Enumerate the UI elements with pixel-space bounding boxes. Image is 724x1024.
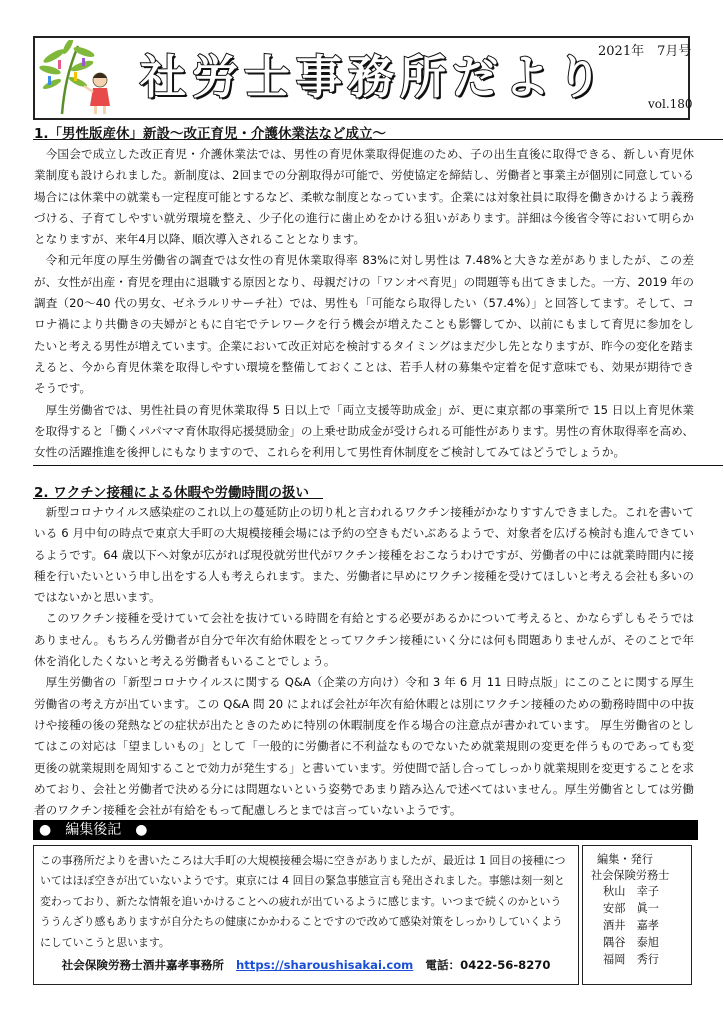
section2-underline (33, 498, 323, 499)
staff-member: 秋山 幸子 (603, 885, 659, 898)
issue-volume: vol.180 (648, 97, 693, 111)
section1-paragraph: 今国会で成立した改正育児・介護休業法では、男性の育児休業取得促進のため、子の出生直後に取得できる、新しい育児休業制度も設けられました。新制度は、2回までの分割取得が可能で、労使協定を締結し、労働者と事業主が個別に同意している場合には休業中の就業も一定程度可能とするなど、柔軟な制度となっています。企業には対象社員に取得を働きかけるよう義務づける、子育てしやすい就労環境を整え、少子化の進行に歯止めをかける狙いがあります。詳細は今後省令等において明らかとなりますが、来年4月以降、順次導入されることとなります。 (34, 147, 694, 247)
tanabata-illustration (38, 40, 124, 116)
editorial-heading: ● 編集後記 ● (39, 822, 148, 838)
office-footer (40, 957, 572, 973)
office-name: 社会保険労務士酒井嘉孝事務所 (61, 958, 224, 972)
editorial-heading-bar (33, 820, 698, 840)
section2-paragraph: 厚生労働省の「新型コロナウイルスに関する Q&A（企業の方向け）令和 3 年 6 月 11 日時点版」にこのことに関する厚生労働省の考え方が出ています。この Q&A 問 20 によれば会社が年次有給休暇とは別にワクチン接種のための勤務時間中の中抜けや接種の後の発熱などの症状が出たときのために特別の休暇制度を作る場合の注意点が書かれています。 厚生労働省のとしてはこの対応は「望ましいもの」として「一般的に労働者に不利益なものでないため就業規則の変更を伴うものであっても変更後の就業規則を周知することで効力が発生する」と書いています。労使間で話し合ってしっかり就業規則を変更することを求めており、会社と労働者で決める分には問題ないという姿勢であまり踏み込んで述べてはいません。厚生労働省としては労働者のワクチン接種を会社が有給をもって配慮しろとまでは言っていないようです。 (34, 675, 694, 818)
staff-member: 安部 眞一 (603, 902, 659, 915)
section1-body (34, 144, 694, 463)
section2-heading: 2. ワクチン接種による休暇や労働時間の扱い (34, 485, 310, 501)
staff-org: 社会保険労務士 (591, 869, 670, 882)
section2-paragraph: このワクチン接種を受けていて会社を抜けている時間を有給とする必要があるかについて考えると、かならずしもそうではありません。もちろん労働者が自分で年次有給休暇をとってワクチン接種にいく分には何も問題ありませんが、そのことで年休を消化したくないと考える労働者もいることでしょう。 (34, 611, 694, 669)
section1-heading: 1.「男性版産休」新設～改正育児・介護休業法など成立～ (34, 126, 387, 142)
section1-paragraph: 厚生労働省では、男性社員の育児休業取得 5 日以上で「両立支援等助成金」が、更に東京都の事業所で 15 日以上育児休業を取得すると「働くパパママ育休取得応援奨励金」の上乗せ助成金が受けられる可能性があります。男性の育休取得率を高め、女性の活躍推進を後押しにもなりますので、これらを利用して男性育休制度をご検討してみてはどうでしょうか。 (34, 402, 694, 460)
staff-list-frame (582, 845, 692, 985)
staff-member: 隅谷 泰旭 (603, 936, 659, 949)
staff-member: 酒井 嘉孝 (603, 919, 659, 932)
staff-heading: 編集・発行 (597, 853, 653, 866)
section1-paragraph: 令和元年度の厚生労働省の調査では女性の育児休業取得率 83%に対し男性は 7.48%と大きな差がありましたが、この差が、女性が出産・育児を理由に退職する原因となり、母親だけの「ワンオペ育児」の問題等も出てきました。一方、2019 年の調査（20～40 代の男女、ゼネラルリサーチ社）では、男性も「可能なら取得したい（57.4%）」と回答してます。そして、コロナ禍により共働きの夫婦がともに自宅でテレワークを行う機会が増えたことも影響してか、以前にもまして育児に参加をしたいと考える男性が増えています。企業において改正対応を検討するタイミングはまだ少し先となりますが、昨今の変化を踏まえると、今から育児休業を取得しやすい環境を整備しておくことは、若手人材の募集や定着を促す意味でも、効果が期待できそうです。 (34, 253, 694, 396)
editorial-note-text: この事務所だよりを書いたころは大手町の大規模接種会場に空きがありましたが、最近は 1 回目の接種についてはほぼ空きが出ていないようです。東京には 4 回目の緊急事態宣言も発出されました。事態は刻一刻と変わっており、新たな情報を追いかけることへの疲れが出ているように感じます。いつまで続くのかというううんざり感もありますが自分たちの健康にかかわることですので改めて感染対策をしっかりしていくようにしていこうと思います。 (40, 854, 566, 949)
section1-underline (33, 139, 723, 140)
section2-body (34, 502, 694, 821)
issue-date: 2021年 7月号 (598, 44, 692, 59)
section-divider (33, 465, 723, 466)
staff-member: 福岡 秀行 (603, 953, 659, 966)
section2-paragraph: 新型コロナウイルス感染症のこれ以上の蔓延防止の切り札と言われるワクチン接種がかなりすすんできました。これを書いている 6 月中旬の時点で東京大手町の大規模接種会場には予約の空きもだいぶあるようで、対象者を広げる検討も進んできているようです。64 歳以下へ対象が広がれば現役就労世代がワクチン接種をおこなうわけですが、労働者の中には就業時間内に接種を行いたいという申し出をする人も考えられます。また、労働者に早めにワクチン接種を受けてほしいと考える会社も多いのではないかと思います。 (34, 505, 694, 605)
office-website-link[interactable]: https://sharoushisakai.com (236, 958, 414, 972)
office-phone: 電話：0422-56-8270 (425, 958, 551, 972)
newsletter-title: 社労士事務所だより (140, 50, 608, 104)
